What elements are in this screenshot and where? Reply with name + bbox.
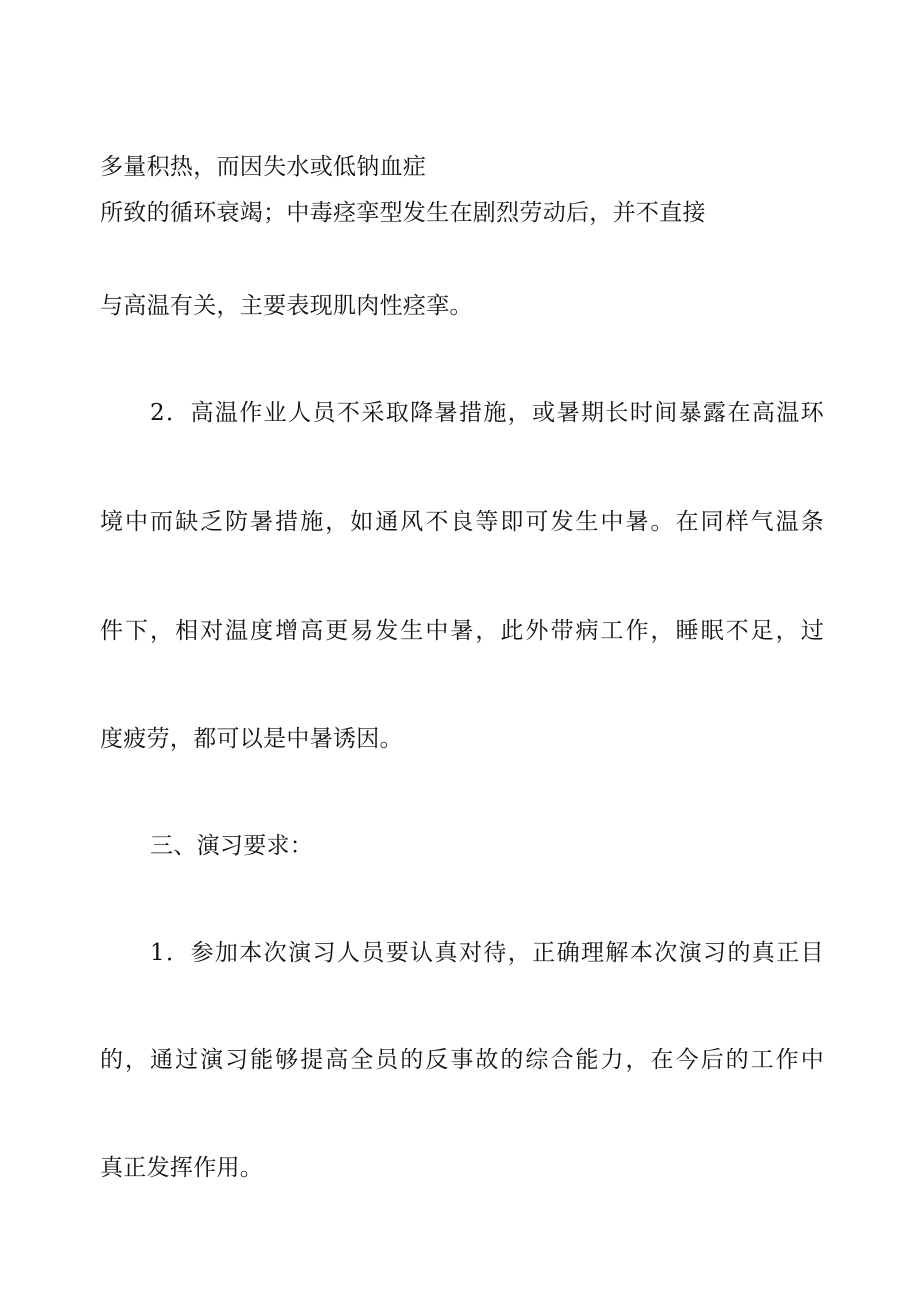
text-line-10: 的，通过演习能够提高全员的反事故的综合能力，在今后的工作中: [100, 1047, 824, 1073]
section-heading: 三、演习要求：: [150, 833, 314, 859]
text-line-1: 多量积热，而因失水或低钠血症: [100, 154, 427, 180]
text-line-3: 与高温有关，主要表现肌肉性痉挛。: [100, 293, 473, 319]
text-line-7: 度疲劳，都可以是中暑诱因。: [100, 726, 403, 752]
text-line-4: 2．高温作业人员不采取降暑措施，或暑期长时间暴露在高温环: [150, 400, 824, 426]
text-line-6: 件下，相对温度增高更易发生中暑，此外带病工作，睡眠不足，过: [100, 618, 824, 644]
text-line-11: 真正发挥作用。: [100, 1155, 264, 1181]
text-line-9: 1．参加本次演习人员要认真对待，正确理解本次演习的真正目: [150, 940, 824, 966]
text-line-2: 所致的循环衰竭；中毒痉挛型发生在剧烈劳动后，并不直接: [100, 200, 706, 226]
text-line-5: 境中而缺乏防暑措施，如通风不良等即可发生中暑。在同样气温条: [100, 509, 824, 535]
